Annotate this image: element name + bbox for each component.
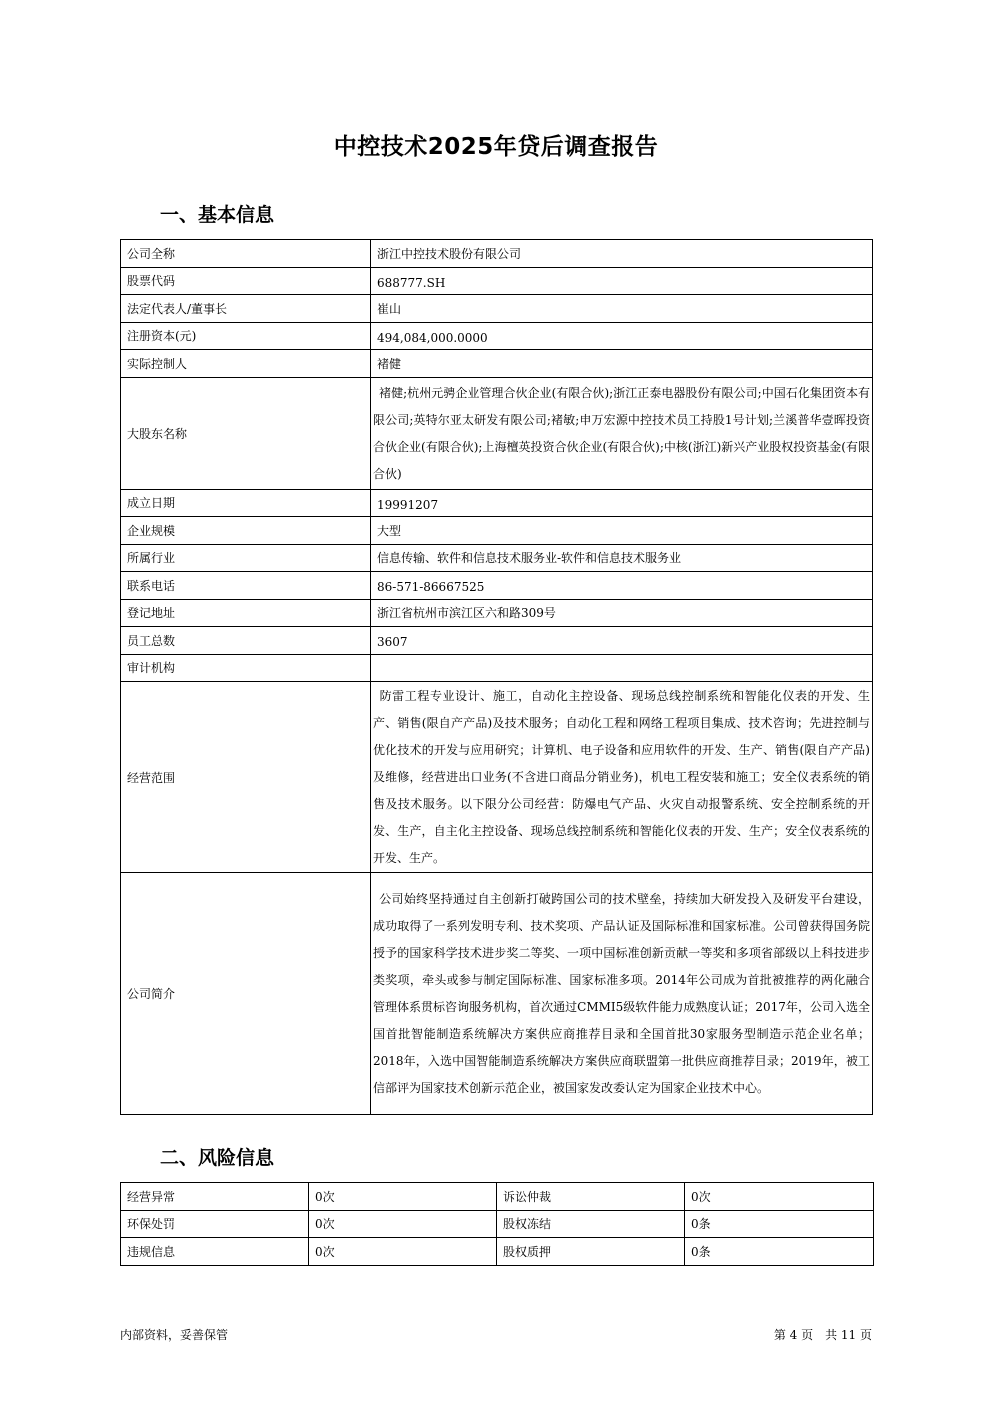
table-row bbox=[121, 295, 873, 323]
row-value: 688777.SH bbox=[371, 267, 873, 295]
table-row bbox=[121, 1183, 874, 1211]
row-value: 494,084,000.0000 bbox=[371, 322, 873, 350]
risk-label: 股权质押 bbox=[497, 1238, 685, 1266]
major-shareholders-text: 褚健;杭州元骋企业管理合伙企业(有限合伙);浙江正泰电器股份有限公司;中国石化集团资本有限公司;英特尔亚太研发有限公司;褚敏;申万宏源中控技术员工持股1号计划;兰溪普华壹晖投资合伙企业(有限合伙);上海檀英投资合伙企业(有限合伙);中核(浙江)新兴产业股权投资基金(有限合伙) bbox=[373, 385, 870, 481]
risk-value: 0次 bbox=[309, 1210, 497, 1238]
risk-value: 0次 bbox=[309, 1238, 497, 1266]
risk-label: 违规信息 bbox=[121, 1238, 309, 1266]
row-label: 法定代表人/董事长 bbox=[121, 295, 371, 323]
table-row bbox=[121, 350, 873, 378]
risk-label: 经营异常 bbox=[121, 1183, 309, 1211]
section-heading-risk-info: 二、风险信息 bbox=[160, 1147, 275, 1169]
table-row bbox=[121, 517, 873, 545]
row-label: 股票代码 bbox=[121, 267, 371, 295]
risk-label: 股权冻结 bbox=[497, 1210, 685, 1238]
table-row bbox=[121, 240, 873, 268]
risk-value: 0次 bbox=[685, 1183, 874, 1211]
row-value bbox=[371, 654, 873, 682]
row-value: 3607 bbox=[371, 627, 873, 655]
basic-info-table bbox=[120, 239, 873, 1115]
row-label: 公司简介 bbox=[121, 873, 371, 1115]
row-label: 大股东名称 bbox=[121, 377, 371, 489]
risk-value: 0次 bbox=[309, 1183, 497, 1211]
row-label: 实际控制人 bbox=[121, 350, 371, 378]
row-value: 大型 bbox=[371, 517, 873, 545]
footer-page-number: 第 4 页 共 11 页 bbox=[773, 1328, 872, 1342]
table-row bbox=[121, 377, 873, 489]
table-row bbox=[121, 572, 873, 600]
row-label: 经营范围 bbox=[121, 682, 371, 873]
row-value: 19991207 bbox=[371, 489, 873, 517]
risk-value: 0条 bbox=[685, 1210, 874, 1238]
row-value bbox=[371, 682, 873, 873]
row-value: 86-571-86667525 bbox=[371, 572, 873, 600]
table-row bbox=[121, 599, 873, 627]
company-profile-text: 公司始终坚持通过自主创新打破跨国公司的技术壁垒，持续加大研发投入及研发平台建设，成功取得了一系列发明专利、技术奖项、产品认证及国际标准和国家标准。公司曾获得国务院授予的国家科学技术进步奖二等奖、一项中国标准创新贡献一等奖和多项省部级以上科技进步类奖项，牵头或参与制定国际标准、国家标准多项。2014年公司成为首批被推荐的两化融合管理体系贯标咨询服务机构，首次通过CMMI5级软件能力成熟度认证；2017年，公司入选全国首批智能制造系统解决方案供应商推荐目录和全国首批30家服务型制造示范企业名单；2018年，入选中国智能制造系统解决方案供应商联盟第一批供应商推荐目录；2019年，被工信部评为国家技术创新示范企业，被国家发改委认定为国家企业技术中心。 bbox=[373, 892, 870, 1095]
row-value: 褚健 bbox=[371, 350, 873, 378]
row-label: 企业规模 bbox=[121, 517, 371, 545]
row-label: 注册资本(元) bbox=[121, 322, 371, 350]
row-value bbox=[371, 377, 873, 489]
table-row bbox=[121, 489, 873, 517]
footer-confidential-note: 内部资料，妥善保管 bbox=[120, 1328, 229, 1342]
table-row bbox=[121, 1210, 874, 1238]
section-heading-basic-info: 一、基本信息 bbox=[160, 204, 275, 226]
table-row bbox=[121, 654, 873, 682]
risk-label: 诉讼仲裁 bbox=[497, 1183, 685, 1211]
table-row bbox=[121, 267, 873, 295]
table-row bbox=[121, 322, 873, 350]
row-label: 所属行业 bbox=[121, 544, 371, 572]
row-label: 审计机构 bbox=[121, 654, 371, 682]
row-label: 联系电话 bbox=[121, 572, 371, 600]
row-value bbox=[371, 873, 873, 1115]
business-scope-text: 防雷工程专业设计、施工，自动化主控设备、现场总线控制系统和智能化仪表的开发、生产、销售(限自产产品)及技术服务；自动化工程和网络工程项目集成、技术咨询；先进控制与优化技术的开发与应用研究；计算机、电子设备和应用软件的开发、生产、销售(限自产产品)及维修，经营进出口业务(不含进口商品分销业务)，机电工程安装和施工；安全仪表系统的销售及技术服务。以下限分公司经营：防爆电气产品、火灾自动报警系统、安全控制系统的开发、生产，自主化主控设备、现场总线控制系统和智能化仪表的开发、生产；安全仪表系统的开发、生产。 bbox=[373, 689, 870, 865]
risk-value: 0条 bbox=[685, 1238, 874, 1266]
row-label: 员工总数 bbox=[121, 627, 371, 655]
table-row bbox=[121, 544, 873, 572]
table-row bbox=[121, 627, 873, 655]
page-title: 中控技术2025年贷后调查报告 bbox=[333, 134, 659, 160]
row-value: 浙江省杭州市滨江区六和路309号 bbox=[371, 599, 873, 627]
row-label: 登记地址 bbox=[121, 599, 371, 627]
risk-info-table bbox=[120, 1182, 874, 1266]
table-row bbox=[121, 1238, 874, 1266]
row-value: 浙江中控技术股份有限公司 bbox=[371, 240, 873, 268]
table-row bbox=[121, 873, 873, 1115]
table-row bbox=[121, 682, 873, 873]
risk-label: 环保处罚 bbox=[121, 1210, 309, 1238]
row-value: 信息传输、软件和信息技术服务业-软件和信息技术服务业 bbox=[371, 544, 873, 572]
row-value: 崔山 bbox=[371, 295, 873, 323]
row-label: 成立日期 bbox=[121, 489, 371, 517]
row-label: 公司全称 bbox=[121, 240, 371, 268]
